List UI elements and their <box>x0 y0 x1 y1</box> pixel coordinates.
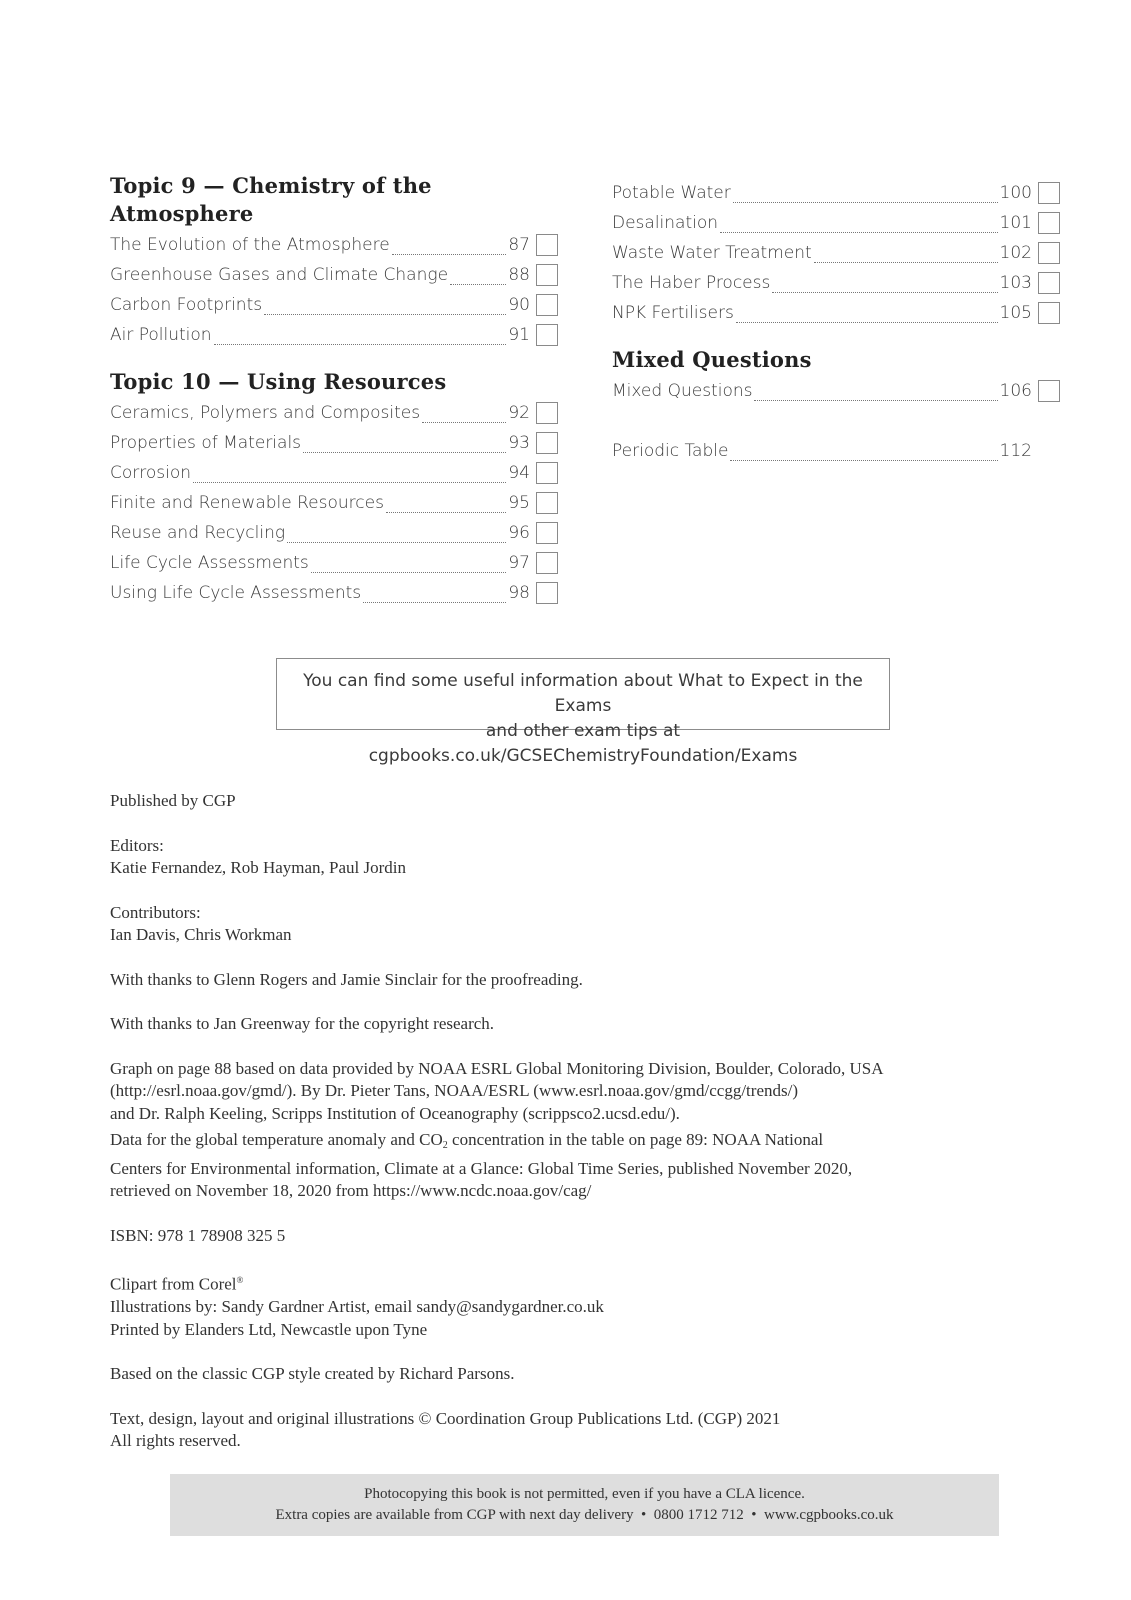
periodic-table-entry <box>612 436 1060 466</box>
contributors-label: Contributors: <box>110 902 201 922</box>
toc-right-column <box>612 178 1060 466</box>
editors-block <box>110 835 1010 880</box>
dot-leader <box>450 270 506 285</box>
exam-tips-info-box <box>276 658 890 766</box>
toc-entry-title: Greenhouse Gases and Climate Change <box>110 265 449 285</box>
progress-checkbox[interactable] <box>1038 242 1060 264</box>
progress-checkbox[interactable] <box>536 552 558 574</box>
toc-entry-title: Life Cycle Assessments <box>110 553 309 573</box>
toc-entry <box>110 230 558 260</box>
dot-leader <box>772 278 997 293</box>
isbn: ISBN: 978 1 78908 325 5 <box>110 1225 286 1245</box>
dot-leader <box>214 330 506 345</box>
thanks-proofreading: With thanks to Glenn Rogers and Jamie Sinclair for the proofreading. <box>110 969 583 989</box>
toc-entry-page: 98 <box>508 583 530 603</box>
dot-leader <box>287 528 506 543</box>
progress-checkbox[interactable] <box>536 234 558 256</box>
toc-entry <box>612 376 1060 406</box>
progress-checkbox[interactable] <box>1038 380 1060 402</box>
toc-entry <box>110 578 558 608</box>
copyright-notice <box>110 1408 1010 1453</box>
dot-leader <box>193 468 506 483</box>
toc-entry-title: Potable Water <box>612 183 731 203</box>
toc-entry <box>612 298 1060 328</box>
toc-entry-title: Mixed Questions <box>612 381 753 401</box>
clipart-credit: Clipart from Corel <box>110 1274 237 1294</box>
toc-entry <box>110 428 558 458</box>
contributors-names: Ian Davis, Chris Workman <box>110 925 292 944</box>
toc-entry-title: Reuse and Recycling <box>110 523 286 543</box>
topic10-heading: Topic 10 — Using Resources <box>110 369 447 394</box>
toc-entry <box>110 458 558 488</box>
mixed-questions-list <box>612 376 1060 406</box>
toc-entry-page: 105 <box>999 303 1032 323</box>
dot-leader <box>303 438 506 453</box>
classic-style-note: Based on the classic CGP style created by Richard Parsons. <box>110 1364 515 1384</box>
info-box-line-2: and other exam tips at cgpbooks.co.uk/GCSEChemistryFoundation/Exams <box>368 721 798 766</box>
toc-entry-title: Air Pollution <box>110 325 212 345</box>
toc-entry-page: 87 <box>508 235 530 255</box>
graph-source-line-1: Graph on page 88 based on data provided by NOAA ESRL Global Monitoring Division, Boulder, Colorado, USA <box>110 1058 884 1078</box>
toc-entry-title: Properties of Materials <box>110 433 302 453</box>
dot-leader <box>264 300 506 315</box>
topic9-list <box>110 230 558 350</box>
dot-leader <box>311 558 506 573</box>
progress-checkbox[interactable] <box>536 264 558 286</box>
toc-entry-page: 102 <box>999 243 1032 263</box>
info-box-line-1: You can find some useful information about What to Expect in the Exams <box>303 671 863 716</box>
toc-entry-title: NPK Fertilisers <box>612 303 734 323</box>
data-source-line-1a: Data for the global temperature anomaly and CO <box>110 1130 443 1149</box>
data-source-line-3: retrieved on November 18, 2020 from https://www.ncdc.noaa.gov/cag/ <box>110 1181 592 1200</box>
graph-source-line-3: and Dr. Ralph Keeling, Scripps Institution of Oceanography (scrippsco2.ucsd.edu/). <box>110 1103 680 1123</box>
dot-leader <box>386 498 506 513</box>
dot-leader <box>392 240 506 255</box>
data-source-line-2: Centers for Environmental information, Climate at a Glance: Global Time Series, published November 2020, <box>110 1158 853 1178</box>
toc-entry <box>110 260 558 290</box>
toc-entry-page: 100 <box>999 183 1032 203</box>
dot-leader <box>730 446 997 461</box>
progress-checkbox[interactable] <box>536 492 558 514</box>
toc-entry-page: 92 <box>508 403 530 423</box>
dot-leader <box>736 308 998 323</box>
topic9-heading: Topic 9 — Chemistry of the Atmosphere <box>110 173 432 226</box>
illustrations-credit: Illustrations by: Sandy Gardner Artist, email sandy@sandygardner.co.uk <box>110 1297 604 1317</box>
toc-entry <box>612 178 1060 208</box>
toc-entry-title: Corrosion <box>110 463 192 483</box>
toc-entry <box>110 290 558 320</box>
progress-checkbox[interactable] <box>1038 302 1060 324</box>
toc-entry <box>110 488 558 518</box>
progress-checkbox[interactable] <box>536 294 558 316</box>
published-by: Published by CGP <box>110 791 236 810</box>
toc-entry-title: Using Life Cycle Assessments <box>110 583 362 603</box>
dot-leader <box>363 588 506 603</box>
dot-leader <box>754 386 997 401</box>
editors-names: Katie Fernandez, Rob Hayman, Paul Jordin <box>110 858 407 877</box>
toc-entry-title: Carbon Footprints <box>110 295 263 315</box>
toc-entry-page: 101 <box>999 213 1032 233</box>
progress-checkbox[interactable] <box>536 324 558 346</box>
toc-entry-page: 97 <box>508 553 530 573</box>
toc-entry-page: 103 <box>999 273 1032 293</box>
toc-entry-page: 93 <box>508 433 530 453</box>
dot-leader <box>733 188 998 203</box>
topic10-continued-list <box>612 178 1060 328</box>
topic10-list <box>110 398 558 608</box>
toc-entry <box>612 268 1060 298</box>
toc-entry-title: The Haber Process <box>612 273 771 293</box>
progress-checkbox[interactable] <box>536 582 558 604</box>
toc-entry-page: 88 <box>508 265 530 285</box>
co2-subscript: 2 <box>442 1140 448 1151</box>
data-source <box>110 1129 1010 1203</box>
copyright-line: Text, design, layout and original illustrations © Coordination Group Publications Ltd. (CGP) 2021 <box>110 1408 781 1428</box>
publication-credits <box>110 790 1010 1475</box>
toc-entry-page: 91 <box>508 325 530 345</box>
footer-line-2: Extra copies are available from CGP with next day delivery • 0800 1712 712 • www.cgpbooks.co.uk <box>275 1507 894 1523</box>
mixed-questions-heading: Mixed Questions <box>612 347 812 372</box>
toc-entry-title: Finite and Renewable Resources <box>110 493 384 513</box>
photocopy-notice-band <box>170 1474 999 1536</box>
registered-mark: ® <box>236 1275 244 1285</box>
editors-label: Editors: <box>110 835 164 855</box>
toc-entry <box>110 518 558 548</box>
progress-checkbox[interactable] <box>536 432 558 454</box>
graph-source-line-2: (http://esrl.noaa.gov/gmd/). By Dr. Pieter Tans, NOAA/ESRL (www.esrl.noaa.gov/gmd/ccgg/trends/) <box>110 1081 798 1100</box>
thanks-copyright: With thanks to Jan Greenway for the copyright research. <box>110 1014 495 1033</box>
toc-entry-title: Ceramics, Polymers and Composites <box>110 403 421 423</box>
toc-left-column <box>110 172 558 608</box>
rights-reserved: All rights reserved. <box>110 1431 241 1451</box>
toc-entry-page: 96 <box>508 523 530 543</box>
toc-entry-title: Periodic Table <box>612 441 729 461</box>
progress-checkbox[interactable] <box>536 522 558 544</box>
graph-source <box>110 1058 1010 1126</box>
data-source-line-1b: concentration in the table on page 89: NOAA National <box>447 1130 824 1149</box>
toc-entry-page: 106 <box>999 381 1032 401</box>
printer-credit: Printed by Elanders Ltd, Newcastle upon Tyne <box>110 1319 428 1339</box>
spacer <box>612 406 1060 436</box>
contributors-block <box>110 902 1010 947</box>
toc-entry <box>110 548 558 578</box>
clipart-illustrations-printer <box>110 1269 1010 1341</box>
toc-entry <box>110 320 558 350</box>
toc-entry-title: Desalination <box>612 213 719 233</box>
toc-entry <box>612 238 1060 268</box>
toc-entry-page: 112 <box>999 441 1032 461</box>
progress-checkbox[interactable] <box>1038 182 1060 204</box>
progress-checkbox[interactable] <box>536 402 558 424</box>
toc-entry-title: Waste Water Treatment <box>612 243 812 263</box>
dot-leader <box>814 248 998 263</box>
toc-entry-page: 90 <box>508 295 530 315</box>
progress-checkbox[interactable] <box>536 462 558 484</box>
toc-entry-page: 95 <box>508 493 530 513</box>
progress-checkbox[interactable] <box>1038 212 1060 234</box>
toc-entry-page: 94 <box>508 463 530 483</box>
toc-entry-title: The Evolution of the Atmosphere <box>110 235 390 255</box>
footer-line-1: Photocopying this book is not permitted, even if you have a CLA licence. <box>364 1486 805 1502</box>
toc-entry <box>612 208 1060 238</box>
toc-entry <box>110 398 558 428</box>
dot-leader <box>422 408 506 423</box>
dot-leader <box>720 218 998 233</box>
progress-checkbox[interactable] <box>1038 272 1060 294</box>
